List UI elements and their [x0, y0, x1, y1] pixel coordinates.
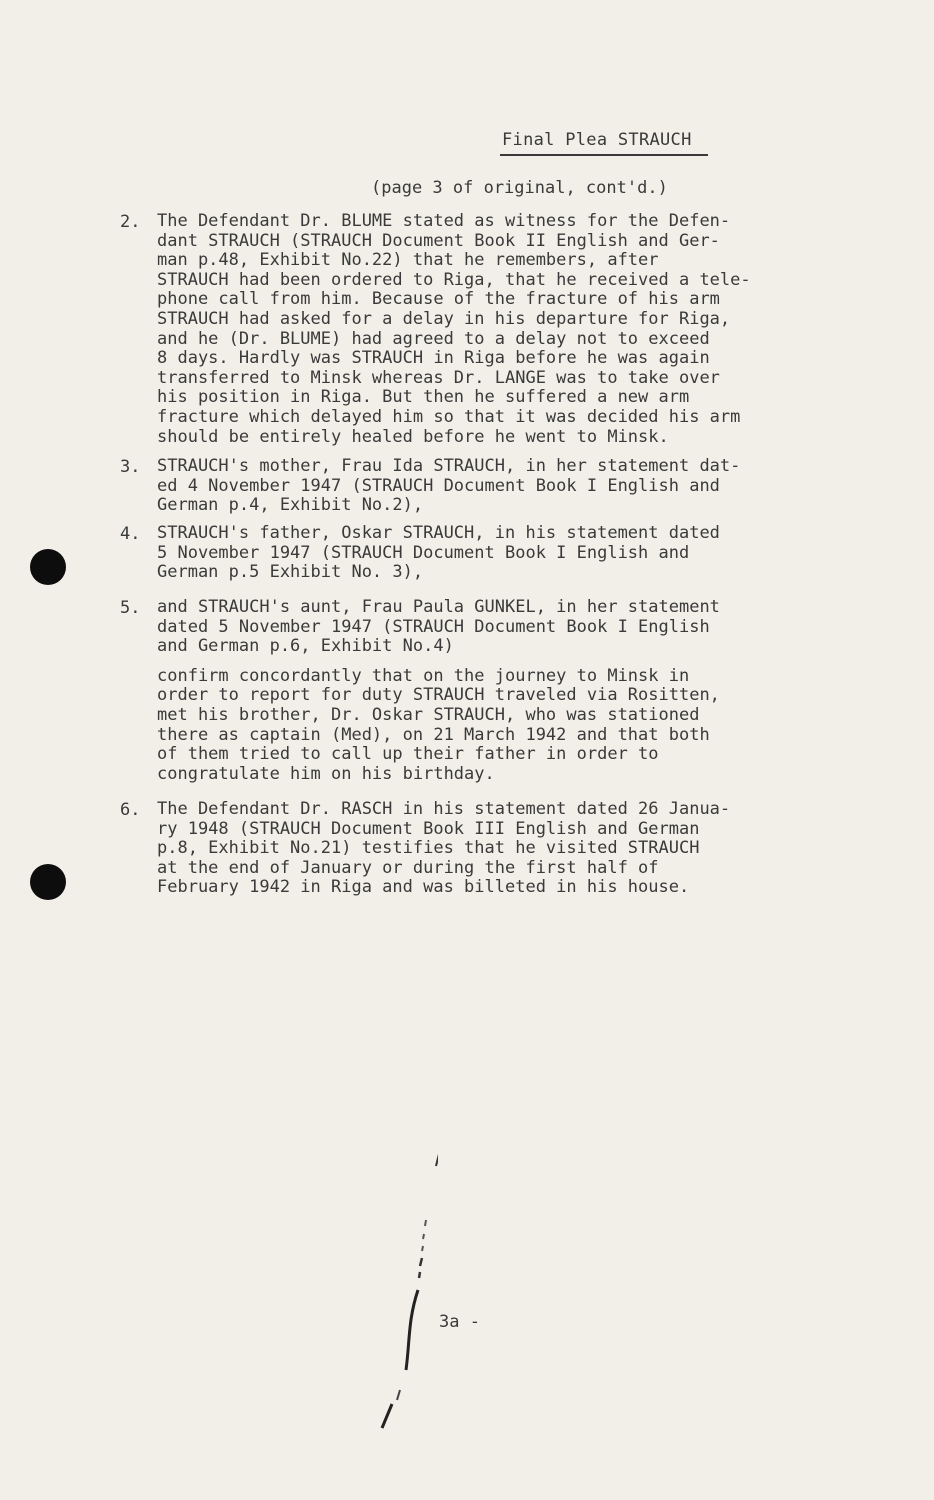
item-number: 5. — [120, 598, 141, 618]
list-item-6 — [120, 800, 840, 898]
list-item-3 — [120, 457, 840, 516]
list-item-4 — [120, 524, 840, 583]
list-item-2 — [120, 212, 840, 447]
page-header-title: Final Plea STRAUCH — [502, 130, 692, 150]
header-underline — [500, 154, 708, 156]
item-number: 4. — [120, 524, 141, 544]
item-number: 6. — [120, 800, 141, 820]
item-continuation-text: confirm concordantly that on the journey to Minsk in order to report for duty STRAUCH traveled via Rositten, met his brother, Dr. Oskar STRAUCH, who was stationed there as captain (Med), on 21 March 1942 and that both of them tried to call up their father in order to congratulate him on his birthday. — [157, 665, 720, 784]
page-continuation-note: (page 3 of original, cont'd.) — [371, 178, 668, 198]
item-text: and STRAUCH's aunt, Frau Paula GUNKEL, in her statement dated 5 November 1947 (STRAUCH Document Book I English and German p.6, Exhibit No.4) — [157, 597, 720, 657]
item-number: 2. — [120, 212, 141, 232]
page-number: 3a - — [439, 1312, 480, 1332]
list-item-5 — [120, 598, 840, 784]
handwritten-mark-icon — [378, 1150, 438, 1430]
item-text: The Defendant Dr. RASCH in his statement dated 26 Janua- ry 1948 (STRAUCH Document Book III English and German p.8, Exhibit No.21) testifies that he visited STRAUCH at the end of January or during the first half of February 1942 in Riga and was billeted in his house. — [157, 799, 731, 898]
punch-hole — [30, 549, 66, 585]
item-text: STRAUCH's father, Oskar STRAUCH, in his statement dated 5 November 1947 (STRAUCH Document Book I English and German p.5 Exhibit No. 3), — [157, 523, 720, 583]
item-number: 3. — [120, 457, 141, 477]
punch-hole — [30, 864, 66, 900]
item-text: The Defendant Dr. BLUME stated as witness for the Defen- dant STRAUCH (STRAUCH Document Book II English and Ger- man p.48, Exhibit No.22) that he remembers, after STRAUCH had been ordered to Riga, that he received a tele- phone call from him. Because of the fracture of his arm STRAUCH had asked for a delay in his departure for Riga, and he (Dr. BLUME) had agreed to a delay not to exceed 8 days. Hardly was STRAUCH in Riga before he was again transferred to Minsk whereas Dr. LANGE was to take over his position in Riga. But then he suffered a new arm fracture which delayed him so that it was decided his arm should be entirely healed before he went to Minsk. — [157, 211, 751, 447]
item-text: STRAUCH's mother, Frau Ida STRAUCH, in her statement dat- ed 4 November 1947 (STRAUCH Document Book I English and German p.4, Exhibit No.2), — [157, 456, 741, 516]
